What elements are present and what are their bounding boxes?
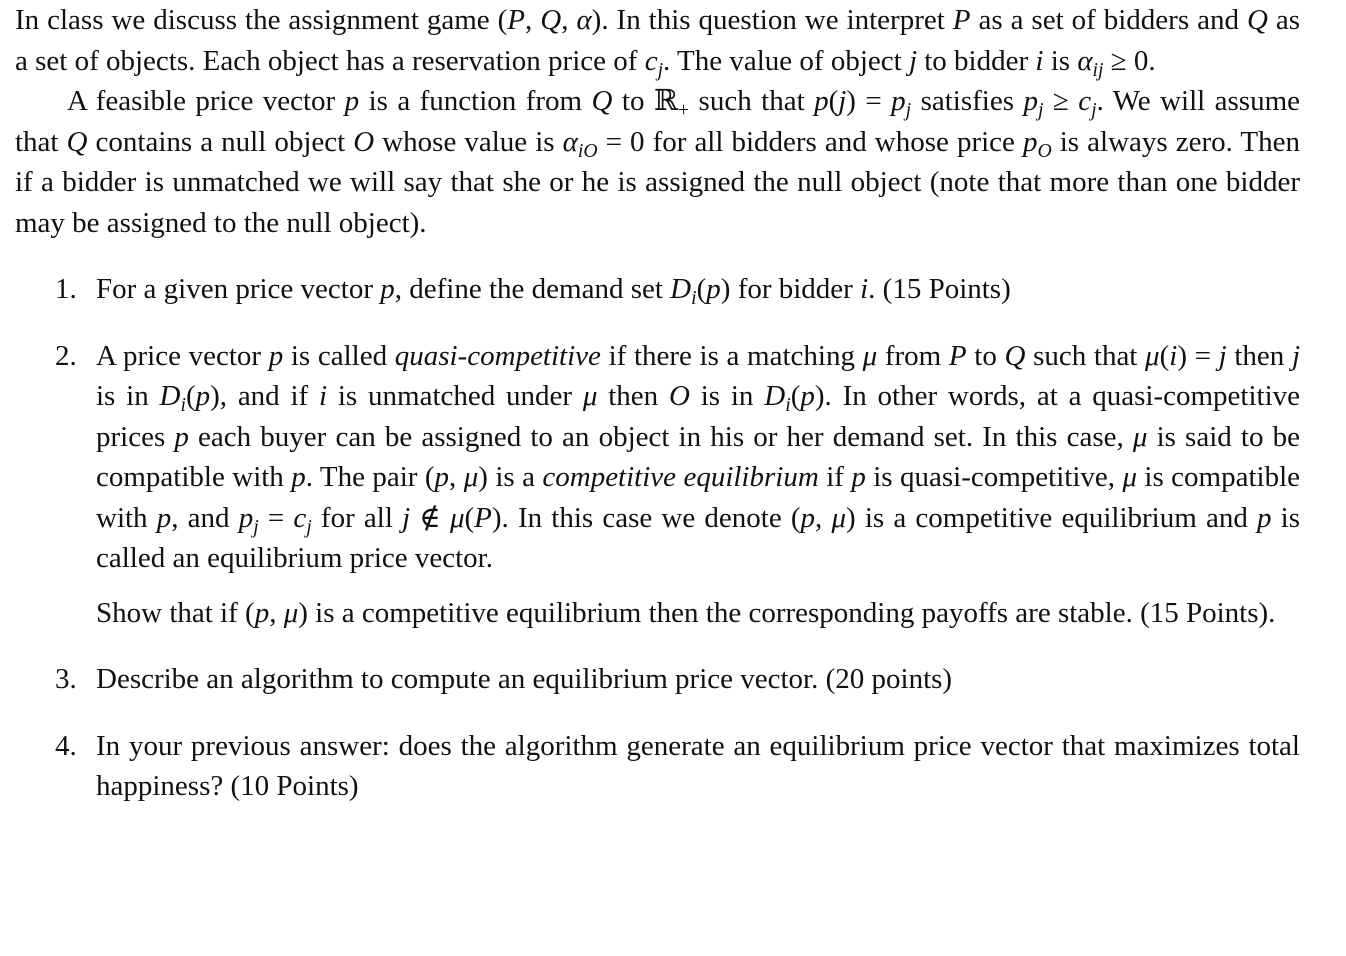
question-item-2 bbox=[15, 336, 1300, 634]
question-text: Describe an algorithm to compute an equilibrium price vector. (20 points) bbox=[96, 663, 953, 695]
question-number: 3. bbox=[55, 663, 77, 695]
question-text-2: Show that if (p, μ) is a competitive equilibrium then the corresponding payoffs are stable. (15 Points). bbox=[96, 596, 1276, 629]
question-number: 1. bbox=[55, 273, 77, 305]
question-text: A price vector p is called quasi-competitive if there is a matching μ from P to Q such that μ(i) = j then j is in $D_i(p)$, and if i is unmatched under μ then O is in $D_i(p)$. In other words, at a quasi-competitive prices p each buyer can be assigned to an object in his or her demand set. In this case, μ is said to be compatible with p. The pair (p, μ) is a competitive equilibrium if p is quasi-competitive, μ is compatible with p, and $p_j = c_j$ for all j ∉ μ(P). In this case we denote (p, μ) is a competitive equilibrium and p is called an equilibrium price vector. bbox=[96, 339, 1301, 574]
question-text: For a given price vector p, define the demand set $D_i(p)$ for bidder i. (15 Points) bbox=[96, 273, 1011, 309]
question-item-3 bbox=[15, 659, 1300, 700]
question-text: In your previous answer: does the algorithm generate an equilibrium price vector that maximizes total happiness? (10 Points) bbox=[96, 729, 1300, 802]
question-item-4 bbox=[15, 726, 1300, 807]
question-item-1 bbox=[15, 269, 1300, 310]
intro-paragraph-2: A feasible price vector p is a function from Q to ℝ$_+$ such that $p(j) = p_j$ satisfies $p_j \ge c_j$. We will assume that Q contains a null object O whose value is $\alpha_{iO} = 0$ for all bidders and whose price $p_O$ is always zero. Then if a bidder is unmatched we will say that she or he is assigned the null object (note that more than one bidder may be assigned to the null object). bbox=[15, 85, 1300, 239]
question-number: 4. bbox=[55, 729, 77, 762]
intro-paragraph-1: In class we discuss the assignment game (P, Q, α). In this question we interpret P as a set of bidders and Q as a set of objects. Each object has a reservation price of $c_j$. The value of object j to bidder i is $\alpha_{ij} \ge 0$. bbox=[15, 4, 1301, 81]
question-number: 2. bbox=[55, 339, 77, 372]
question-list bbox=[15, 269, 1300, 807]
